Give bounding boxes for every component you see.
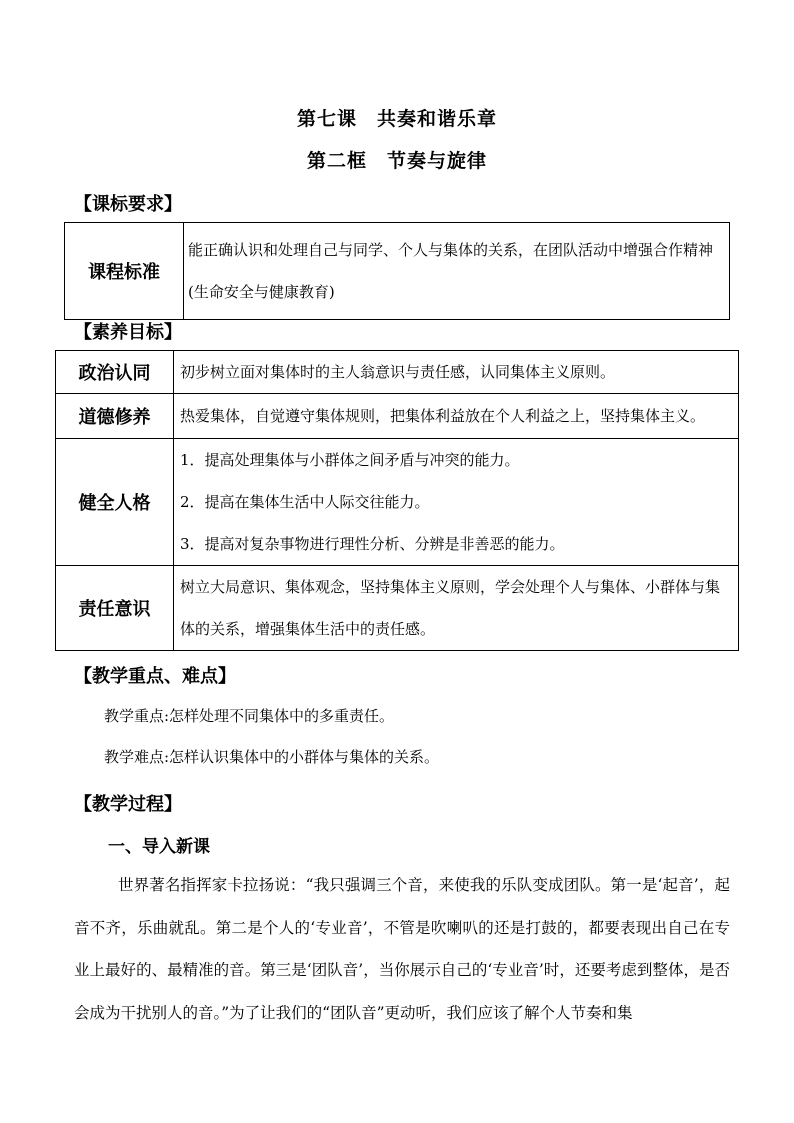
literacy-line: 树立大局意识、集体观念，坚持集体主义原则，学会处理个人与集体、小群体与集体的关系，增强集体生活中的责任感。 (180, 578, 721, 638)
literacy-label: 道德修养 (56, 394, 174, 439)
curriculum-text: 能正确认识和处理自己与同学、个人与集体的关系，在团队活动中增强合作精神(生命安全与健康教育) (184, 223, 730, 320)
literacy-text (174, 566, 739, 651)
literacy-line: 1．提高处理集体与小群体之间矛盾与冲突的能力。 (180, 451, 520, 469)
literacy-row (56, 351, 739, 394)
teaching-focus: 教学重点:怎样处理不同集体中的多重责任。 (104, 707, 395, 725)
literacy-text (174, 439, 739, 566)
literacy-line: 热爱集体，自觉遵守集体规则，把集体利益放在个人利益之上，坚持集体主义。 (180, 407, 706, 425)
process-sub-heading: 一、导入新课 (108, 837, 210, 857)
literacy-line: 3．提高对复杂事物进行理性分析、分辨是非善恶的能力。 (180, 535, 565, 553)
section-title: 第二框 节奏与旋律 (306, 150, 487, 172)
key-points-heading: 【教学重点、难点】 (74, 666, 236, 687)
curriculum-table (64, 222, 730, 320)
literacy-label: 责任意识 (56, 566, 174, 651)
literacy-row (56, 566, 739, 651)
curriculum-label: 课程标准 (65, 223, 184, 320)
literacy-text (174, 394, 739, 439)
literacy-label: 政治认同 (56, 351, 174, 394)
process-heading: 【教学过程】 (74, 794, 182, 815)
literacy-heading: 【素养目标】 (74, 322, 182, 343)
literacy-text (174, 351, 739, 394)
literacy-row (56, 394, 739, 439)
lesson-title: 第七课 共奏和谐乐章 (296, 108, 497, 130)
intro-paragraph: 世界著名指挥家卡拉扬说：“我只强调三个音，来使我的乐队变成团队。第一是‘起音’，起音不齐，乐曲就乱。第二是个人的‘专业音’，不管是吹喇叭的还是打鼓的，都要表现出自己在专业上最好的、最精准的音。第三是‘团队音’，当你展示自己的‘专业音’时，还要考虑到整体，是否会成为干扰别人的音。”为了让我们的“团队音”更动听，我们应该了解个人节奏和集 (74, 876, 730, 1022)
literacy-line: 初步树立面对集体时的主人翁意识与责任感，认同集体主义原则。 (180, 363, 616, 381)
literacy-label: 健全人格 (56, 439, 174, 566)
literacy-row (56, 439, 739, 566)
literacy-table (55, 350, 739, 651)
literacy-line: 2．提高在集体生活中人际交往能力。 (180, 493, 430, 511)
teaching-difficulty: 教学难点:怎样认识集体中的小群体与集体的关系。 (104, 748, 440, 766)
curriculum-heading: 【课标要求】 (74, 194, 182, 215)
